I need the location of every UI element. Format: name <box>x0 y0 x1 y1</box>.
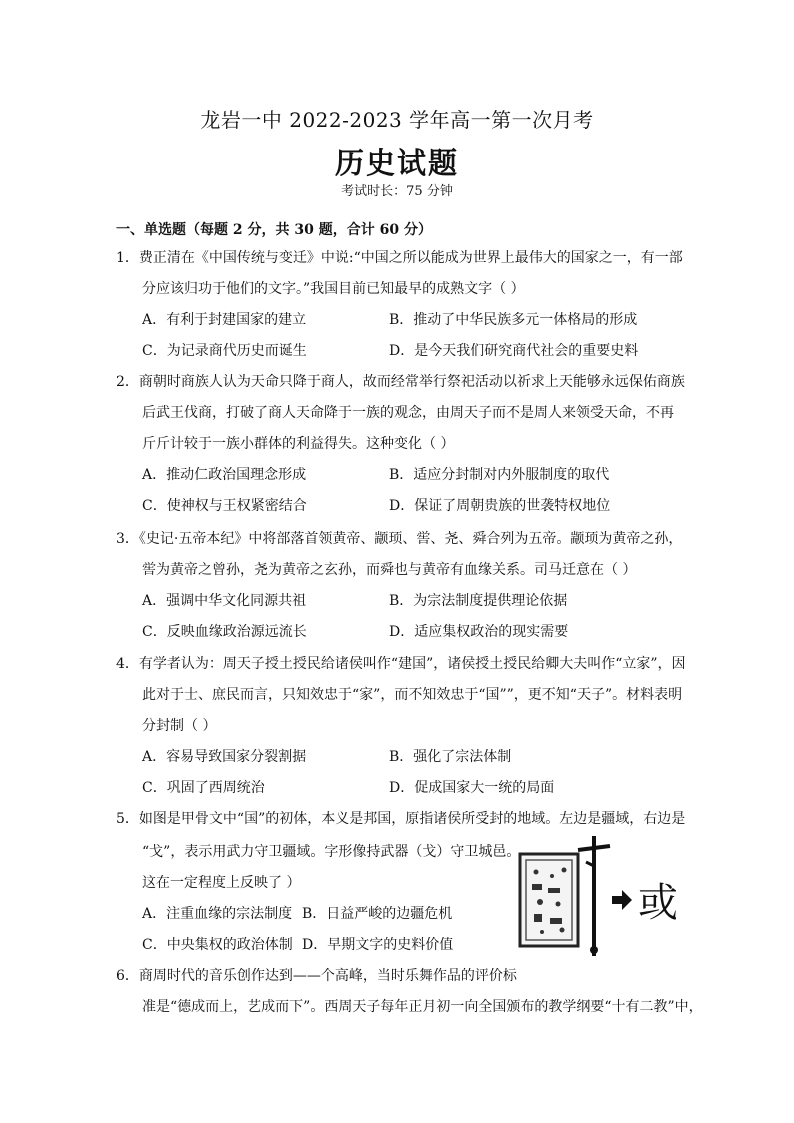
option-a: A．推动仁政治国理念形成 <box>142 467 307 483</box>
exam-subject: 历史试题 <box>334 146 459 180</box>
question-text-line: “戈”，表示用武力守卫疆域。字形像持武器（戈）守卫城邑。 <box>142 844 521 860</box>
option-c: C．反映血缘政治源远流长 <box>142 624 307 640</box>
option-a: A．强调中华文化同源共祖 <box>142 593 307 609</box>
option-b: B．适应分封制对内外服制度的取代 <box>389 467 610 483</box>
option-a: A．容易导致国家分裂割据 <box>142 749 307 765</box>
question-text-line: 后武王伐商，打破了商人天命降于一族的观念，由周天子而不是周人来领受天命，不再 <box>142 405 674 421</box>
question-text-line: 准是“德成而上，艺成而下”。西周天子每年正月初一向全国颁布的教学纲要“十有二教”中， <box>142 999 703 1015</box>
option-a: A．注重血缘的宗法制度 <box>142 906 293 922</box>
oracle-bone-guo-character-icon <box>516 832 676 960</box>
question-text-line: 此对于士、庶民而言，只知效忠于“家”，而不知效忠于“国””，更不知“天子”。材料表明 <box>142 687 683 703</box>
option-c: C．为记录商代历史而诞生 <box>142 343 307 359</box>
option-b: B．推动了中华民族多元一体格局的形成 <box>389 312 638 328</box>
section-heading: 一、单选题（每题 2 分，共 30 题，合计 60 分） <box>116 222 432 238</box>
exam-title: 龙岩一中 2022-2023 学年高一第一次月考 <box>200 108 594 132</box>
option-c: C．巩固了西周统治 <box>142 780 265 796</box>
question-text-line: 斤斤计较于一族小群体的利益得失。这种变化（ ） <box>142 436 455 452</box>
option-d: D．适应集权政治的现实需要 <box>389 624 569 640</box>
option-c: C．使神权与王权紧密结合 <box>142 498 307 514</box>
question-text-line: 分应该归功于他们的文字。”我国目前已知最早的成熟文字（ ） <box>142 281 525 297</box>
question-text-line: 这在一定程度上反映了 ） <box>142 875 301 891</box>
option-d: D．保证了周朝贵族的世袭特权地位 <box>389 498 611 514</box>
option-d: D．早期文字的史料价值 <box>302 937 454 953</box>
guo-glyph: 或 <box>638 880 676 926</box>
option-d: D．促成国家大一统的局面 <box>389 780 555 796</box>
question-text-line: 5．如图是甲骨文中“国”的初体，本义是邦国，原指诸侯所受封的地域。左边是疆域，右边是 <box>116 811 686 827</box>
exam-duration: 考试时长：75 分钟 <box>341 184 453 199</box>
oracle-bone-guo-figure <box>516 832 676 960</box>
question-text-line: 1．费正清在《中国传统与变迁》中说:“中国之所以能成为世界上最伟大的国家之一，有一部 <box>116 250 683 266</box>
option-d: D．是今天我们研究商代社会的重要史料 <box>389 343 639 359</box>
question-text-line: 喾为黄帝之曾孙，尧为黄帝之玄孙，而舜也与黄帝有血缘关系。司马迁意在（ ） <box>142 562 637 578</box>
option-c: C．中央集权的政治体制 <box>142 937 293 953</box>
option-b: B．强化了宗法体制 <box>389 749 512 765</box>
question-text-line: 2．商朝时商族人认为天命只降于商人，故而经常举行祭祀活动以祈求上天能够永远保佑商族 <box>116 374 685 390</box>
question-text-line: 6．商周时代的音乐创作达到——个高峰，当时乐舞作品的评价标 <box>116 968 517 984</box>
question-text-line: 分封制（ ） <box>142 718 217 734</box>
question-text-line: 4．有学者认为：周天子授土授民给诸侯叫作“建国”，诸侯授土授民给卿大夫叫作“立家”，因 <box>116 656 686 672</box>
option-b: B．日益严峻的边疆危机 <box>302 906 453 922</box>
option-a: A．有利于封建国家的建立 <box>142 312 307 328</box>
option-b: B．为宗法制度提供理论依据 <box>389 593 568 609</box>
question-text-line: 3．《史记·五帝本纪》中将部落首领黄帝、颛顼、喾、尧、舜合列为五帝。颛顼为黄帝之孙， <box>116 531 683 547</box>
